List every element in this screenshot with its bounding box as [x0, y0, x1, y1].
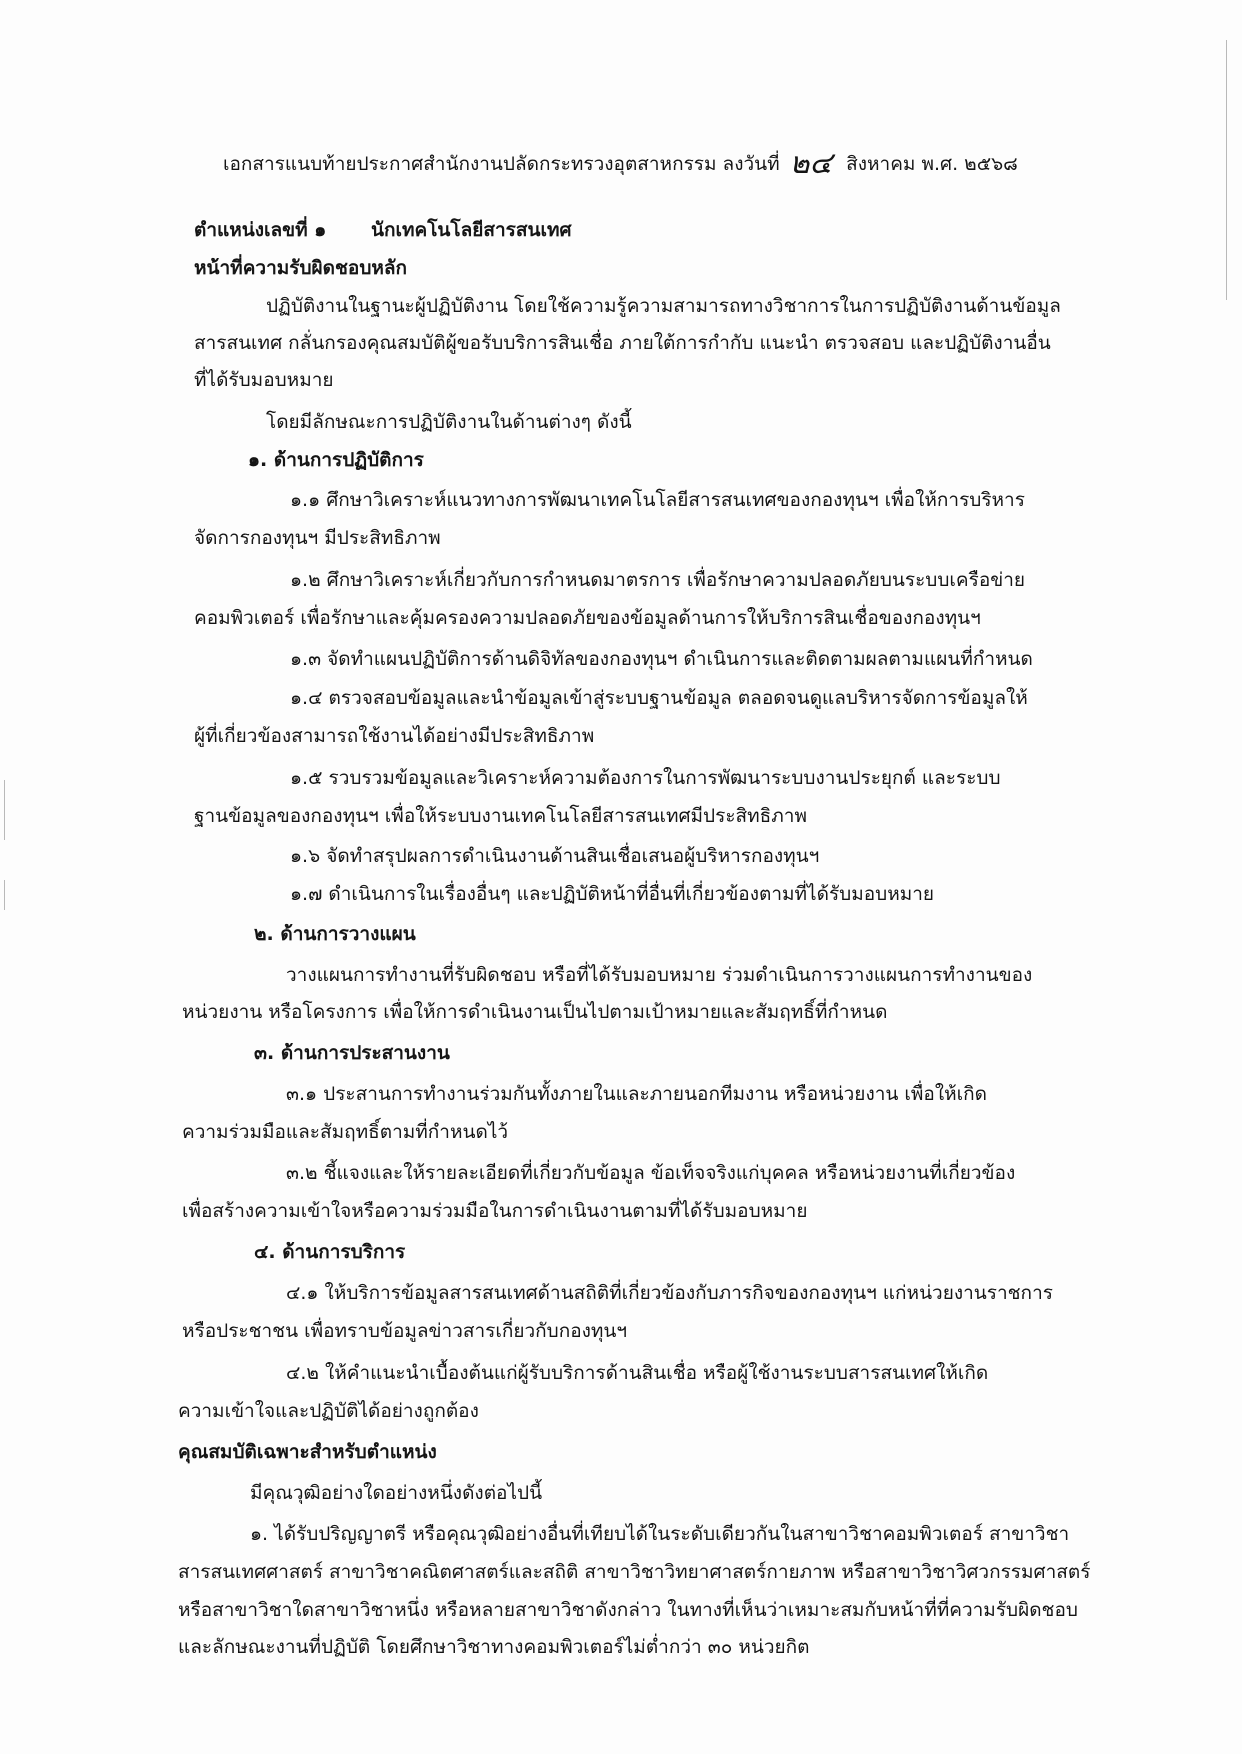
section-1-heading: ๑. ด้านการปฏิบัติการ [248, 449, 424, 471]
duties-heading: หน้าที่ความรับผิดชอบหลัก [194, 257, 408, 279]
section-3-item-1-line-1: ๓.๑ ประสานการทำงานร่วมกันทั้งภายในและภายนอกทีมงาน หรือหน่วยงาน เพื่อให้เกิด [286, 1083, 987, 1105]
section-3-heading: ๓. ด้านการประสานงาน [254, 1042, 450, 1064]
qualification-1-line-4: และลักษณะงานที่ปฏิบัติ โดยศึกษาวิชาทางคอมพิวเตอร์ไม่ต่ำกว่า ๓๐ หน่วยกิต [178, 1636, 810, 1658]
section-2-heading: ๒. ด้านการวางแผน [254, 923, 416, 945]
qualifications-heading: คุณสมบัติเฉพาะสำหรับตำแหน่ง [178, 1441, 437, 1463]
scan-edge-mark [4, 780, 5, 840]
scan-edge-mark [1226, 40, 1227, 300]
section-1-item-7: ๑.๗ ดำเนินการในเรื่องอื่นๆ และปฏิบัติหน้าที่อื่นที่เกี่ยวข้องตามที่ได้รับมอบหมาย [290, 883, 935, 905]
position-title: นักเทคโนโลยีสารสนเทศ [371, 219, 572, 241]
qualification-1-line-3: หรือสาขาวิชาใดสาขาวิชาหนึ่ง หรือหลายสาขาวิชาดังกล่าว ในทางที่เห็นว่าเหมาะสมกับหน้าที่ที่ความรับผิดชอบ [178, 1599, 1078, 1621]
section-4-item-2-line-1: ๔.๒ ให้คำแนะนำเบื้องต้นแก่ผู้รับบริการด้านสินเชื่อ หรือผู้ใช้งานระบบสารสนเทศให้เกิด [286, 1362, 989, 1384]
section-2-body-line-2: หน่วยงาน หรือโครงการ เพื่อให้การดำเนินงานเป็นไปตามเป้าหมายและสัมฤทธิ์ที่กำหนด [182, 1001, 888, 1023]
section-1-item-6: ๑.๖ จัดทำสรุปผลการดำเนินงานด้านสินเชื่อเสนอผู้บริหารกองทุนฯ [290, 845, 820, 867]
scan-edge-mark [4, 880, 5, 910]
section-3-item-2-line-1: ๓.๒ ชี้แจงและให้รายละเอียดที่เกี่ยวกับข้อมูล ข้อเท็จจริงแก่บุคคล หรือหน่วยงานที่เกี่ยวข้อง [286, 1162, 1016, 1184]
header-suffix: สิงหาคม พ.ศ. ๒๕๖๘ [846, 153, 1018, 175]
section-1-item-5-line-1: ๑.๕ รวบรวมข้อมูลและวิเคราะห์ความต้องการในการพัฒนาระบบงานประยุกต์ และระบบ [290, 767, 1001, 789]
section-1-item-4-line-2: ผู้ที่เกี่ยวข้องสามารถใช้งานได้อย่างมีประสิทธิภาพ [194, 725, 595, 747]
qualification-1-line-2: สารสนเทศศาสตร์ สาขาวิชาคณิตศาสตร์และสถิติ สาขาวิชาวิทยาศาสตร์กายภาพ หรือสาขาวิชาวิศวกรรมศาสตร์ [178, 1561, 1091, 1583]
qualifications-intro: มีคุณวุฒิอย่างใดอย่างหนึ่งดังต่อไปนี้ [250, 1482, 543, 1504]
position-label: ตำแหน่งเลขที่ ๑ [194, 219, 327, 241]
section-4-heading: ๔. ด้านการบริการ [254, 1241, 406, 1263]
document-header [223, 146, 1018, 181]
qualification-1-line-1: ๑. ได้รับปริญญาตรี หรือคุณวุฒิอย่างอื่นที่เทียบได้ในระดับเดียวกันในสาขาวิชาคอมพิวเตอร์ สาขาวิชา [250, 1523, 1070, 1545]
header-prefix: เอกสารแนบท้ายประกาศสำนักงานปลัดกระทรวงอุตสาหกรรม ลงวันที่ [223, 153, 780, 175]
section-1-item-2-line-1: ๑.๒ ศึกษาวิเคราะห์เกี่ยวกับการกำหนดมาตรการ เพื่อรักษาความปลอดภัยบนระบบเครือข่าย [290, 569, 1026, 591]
section-2-body-line-1: วางแผนการทำงานที่รับผิดชอบ หรือที่ได้รับมอบหมาย ร่วมดำเนินการวางแผนการทำงานของ [286, 964, 1033, 986]
section-1-item-3: ๑.๓ จัดทำแผนปฏิบัติการด้านดิจิทัลของกองทุนฯ ดำเนินการและติดตามผลตามแผนที่กำหนด [290, 648, 1033, 670]
section-1-item-2-line-2: คอมพิวเตอร์ เพื่อรักษาและคุ้มครองความปลอดภัยของข้อมูลด้านการให้บริการสินเชื่อของกองทุนฯ [194, 607, 981, 629]
section-3-item-2-line-2: เพื่อสร้างความเข้าใจหรือความร่วมมือในการดำเนินงานตามที่ได้รับมอบหมาย [182, 1200, 808, 1222]
section-4-item-1-line-1: ๔.๑ ให้บริการข้อมูลสารสนเทศด้านสถิติที่เกี่ยวข้องกับภารกิจของกองทุนฯ แก่หน่วยงานราชการ [286, 1282, 1053, 1304]
duties-intro-line-1: ปฏิบัติงานในฐานะผู้ปฏิบัติงาน โดยใช้ความรู้ความสามารถทางวิชาการในการปฏิบัติงานด้านข้อมูล [266, 295, 1061, 317]
section-3-item-1-line-2: ความร่วมมือและสัมฤทธิ์ตามที่กำหนดไว้ [182, 1121, 509, 1143]
section-1-item-1-line-2: จัดการกองทุนฯ มีประสิทธิภาพ [194, 527, 441, 549]
section-1-item-5-line-2: ฐานข้อมูลของกองทุนฯ เพื่อให้ระบบงานเทคโนโลยีสารสนเทศมีประสิทธิภาพ [194, 805, 807, 827]
header-day: ๒๔ [789, 146, 833, 181]
section-1-item-1-line-1: ๑.๑ ศึกษาวิเคราะห์แนวทางการพัฒนาเทคโนโลยีสารสนเทศของกองทุนฯ เพื่อให้การบริหาร [290, 489, 1025, 511]
section-1-item-4-line-1: ๑.๔ ตรวจสอบข้อมูลและนำข้อมูลเข้าสู่ระบบฐานข้อมูล ตลอดจนดูแลบริหารจัดการข้อมูลให้ [290, 687, 1028, 709]
section-4-item-1-line-2: หรือประชาชน เพื่อทราบข้อมูลข่าวสารเกี่ยวกับกองทุนฯ [182, 1320, 628, 1342]
duties-nature: โดยมีลักษณะการปฏิบัติงานในด้านต่างๆ ดังนี้ [266, 411, 632, 433]
duties-intro-line-2: สารสนเทศ กลั่นกรองคุณสมบัติผู้ขอรับบริการสินเชื่อ ภายใต้การกำกับ แนะนำ ตรวจสอบ และปฏิบัติงานอื่น [194, 332, 1051, 354]
duties-intro-line-3: ที่ได้รับมอบหมาย [194, 369, 334, 391]
section-4-item-2-line-2: ความเข้าใจและปฏิบัติได้อย่างถูกต้อง [178, 1400, 479, 1422]
